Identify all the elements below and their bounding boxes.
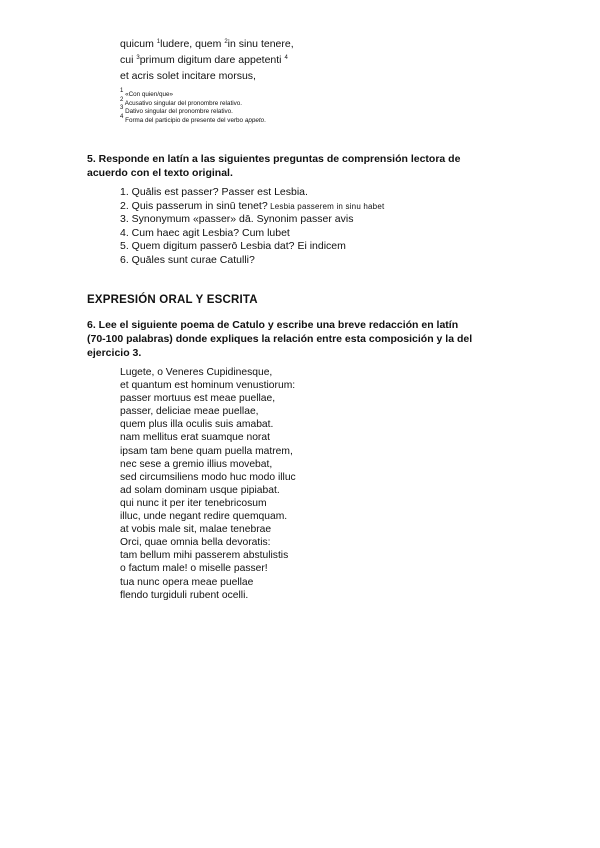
footnote: $^4$ Forma del participio de presente del verbo appeto. xyxy=(120,113,266,124)
poem-line: ipsam tam bene quam puella matrem, xyxy=(120,445,293,457)
poem-line: et quantum est hominum venustiorum: xyxy=(120,380,296,392)
list-item: 6. Quāles sunt curae Catulli? xyxy=(120,253,255,266)
list-item: 1. Quālis est passer? Passer est Lesbia. xyxy=(120,186,308,198)
list-item: 5. Quem digitum passerō Lesbia dat? Ei indicem xyxy=(120,240,346,252)
poem-line: qui nunc it per iter tenebricosum xyxy=(120,497,267,509)
poem-line: illuc, unde negant redire quemquam. xyxy=(120,511,288,523)
poem-line: o factum male! o miselle passer! xyxy=(120,563,268,575)
poem-line: sed circumsiliens modo huc modo illuc xyxy=(120,471,296,483)
poem-line: at vobis male sit, malae tenebrae xyxy=(120,524,272,536)
list-item: 4. Cum haec agit Lesbia? Cum lubet xyxy=(120,226,290,239)
poem-line: tua nunc opera meae puellae xyxy=(120,576,254,588)
list-item: 3. Synonymum «passer» dā. Synonim passer avis xyxy=(120,213,354,225)
section-title: EXPRESIÓN ORAL Y ESCRITA xyxy=(87,294,258,306)
poem-line: passer, deliciae meae puellae, xyxy=(120,406,259,418)
poem-line: passer mortuus est meae puellae, xyxy=(120,393,276,405)
exercise-5-questions xyxy=(120,186,384,267)
footnote: $^2$ Acusativo singular del pronombre relativo. xyxy=(120,96,243,107)
catullus-poem xyxy=(120,366,296,602)
footnote: $^1$ «Con quien/que» xyxy=(120,88,174,98)
poem-line: flendo turgiduli rubent ocelli. xyxy=(120,589,249,601)
poem-line: Lugete, o Veneres Cupidinesque, xyxy=(120,367,273,378)
poem-line: Orci, quae omnia bella devoratis: xyxy=(120,537,271,549)
footnote-ref: 3 xyxy=(136,55,140,61)
poem-line: nam mellitus erat suamque norat xyxy=(120,432,270,444)
exercise-6-heading: 6. Lee el siguiente poema de Catulo y escribe una breve redacción en latín (70-100 palabras) donde expliques la relación entre esta composición y la del ejercicio 3. xyxy=(87,319,473,359)
list-item: 2. Quis passerum in sinū tenet? Lesbia passerem in sinu habet xyxy=(120,199,385,212)
poem-line: nec sese a gremio illius movebat, xyxy=(120,458,273,470)
exercise-5-heading: 5. Responde en latín a las siguientes preguntas de comprensión lectora de acuerdo con el texto original. xyxy=(87,153,461,179)
footnotes xyxy=(120,88,266,125)
footnote-ref: 4 xyxy=(284,55,288,61)
poem-line: tam bellum mihi passerem abstulistis xyxy=(120,550,289,562)
footnote: $^3$ Dativo singular del pronombre relativo. xyxy=(120,105,233,115)
top-poem-line-2: cui $^3$primum digitum dare appetenti $^4$ xyxy=(120,54,288,66)
poem-line: quem plus illa oculis suis amabat. xyxy=(120,419,274,431)
footnote-ref: 2 xyxy=(224,39,228,45)
poem-line: ad solam dominam usque pipiabat. xyxy=(120,484,280,496)
top-poem-line-1: quicum $^1$ludere, quem $^2$in sinu tenere, xyxy=(120,38,294,50)
footnote-ref: 1 xyxy=(156,39,161,45)
top-poem-line-3: et acris solet incitare morsus, xyxy=(120,70,256,82)
